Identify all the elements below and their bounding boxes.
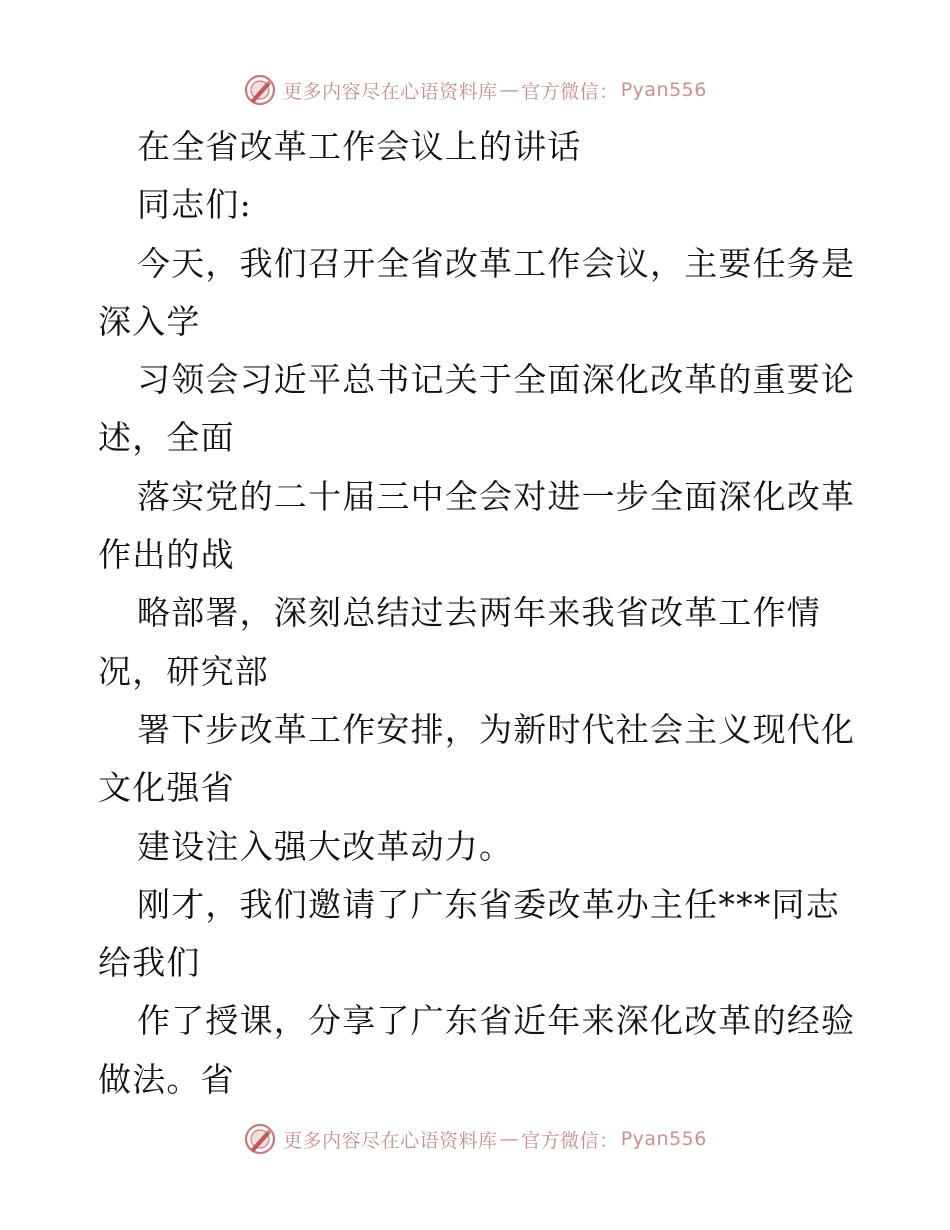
watermark-wechat-label: 官方微信： (521, 1129, 619, 1152)
pen-logo-icon (243, 1122, 277, 1156)
text-line: 深入学 (98, 301, 201, 341)
text-line: 习领会习近平总书记关于全面深化改革的重要论 (137, 360, 856, 400)
watermark-wechat-id: Pyan556 (620, 1128, 707, 1150)
document-body (98, 118, 858, 1109)
watermark-wechat-label: 官方微信： (521, 80, 619, 103)
text-line: 文化强省 (98, 768, 235, 808)
watermark-text: 更多内容尽在心语资料库 (283, 1129, 498, 1152)
text-line: 略部署，深刻总结过去两年来我省改革工作情 (137, 593, 821, 633)
text-line: 同志们: (137, 185, 252, 225)
text-line: 作出的战 (98, 535, 235, 575)
text-line: 今天，我们召开全省改革工作会议，主要任务是 (137, 243, 856, 283)
watermark-text: 更多内容尽在心语资料库 (283, 80, 498, 103)
text-line: 述，全面 (98, 418, 235, 458)
text-line: 况，研究部 (98, 651, 269, 691)
text-line: 给我们 (98, 943, 201, 983)
text-line: 刚才，我们邀请了广东省委改革办主任***同志 (137, 884, 840, 924)
watermark-header (0, 70, 950, 110)
text-line: 落实党的二十届三中全会对进一步全面深化改革 (137, 476, 856, 516)
text-line: 署下步改革工作安排，为新时代社会主义现代化 (137, 709, 856, 749)
watermark-separator: — (499, 79, 520, 101)
watermark-footer (0, 1119, 950, 1159)
watermark-wechat-id: Pyan556 (620, 79, 707, 101)
document-title: 在全省改革工作会议上的讲话 (137, 127, 582, 166)
text-line: 做法。省 (98, 1059, 235, 1099)
pen-logo-icon (243, 73, 277, 107)
text-line: 建设注入强大改革动力。 (137, 826, 514, 866)
watermark-separator: — (499, 1128, 520, 1150)
text-line: 作了授课，分享了广东省近年来深化改革的经验 (137, 1001, 856, 1041)
